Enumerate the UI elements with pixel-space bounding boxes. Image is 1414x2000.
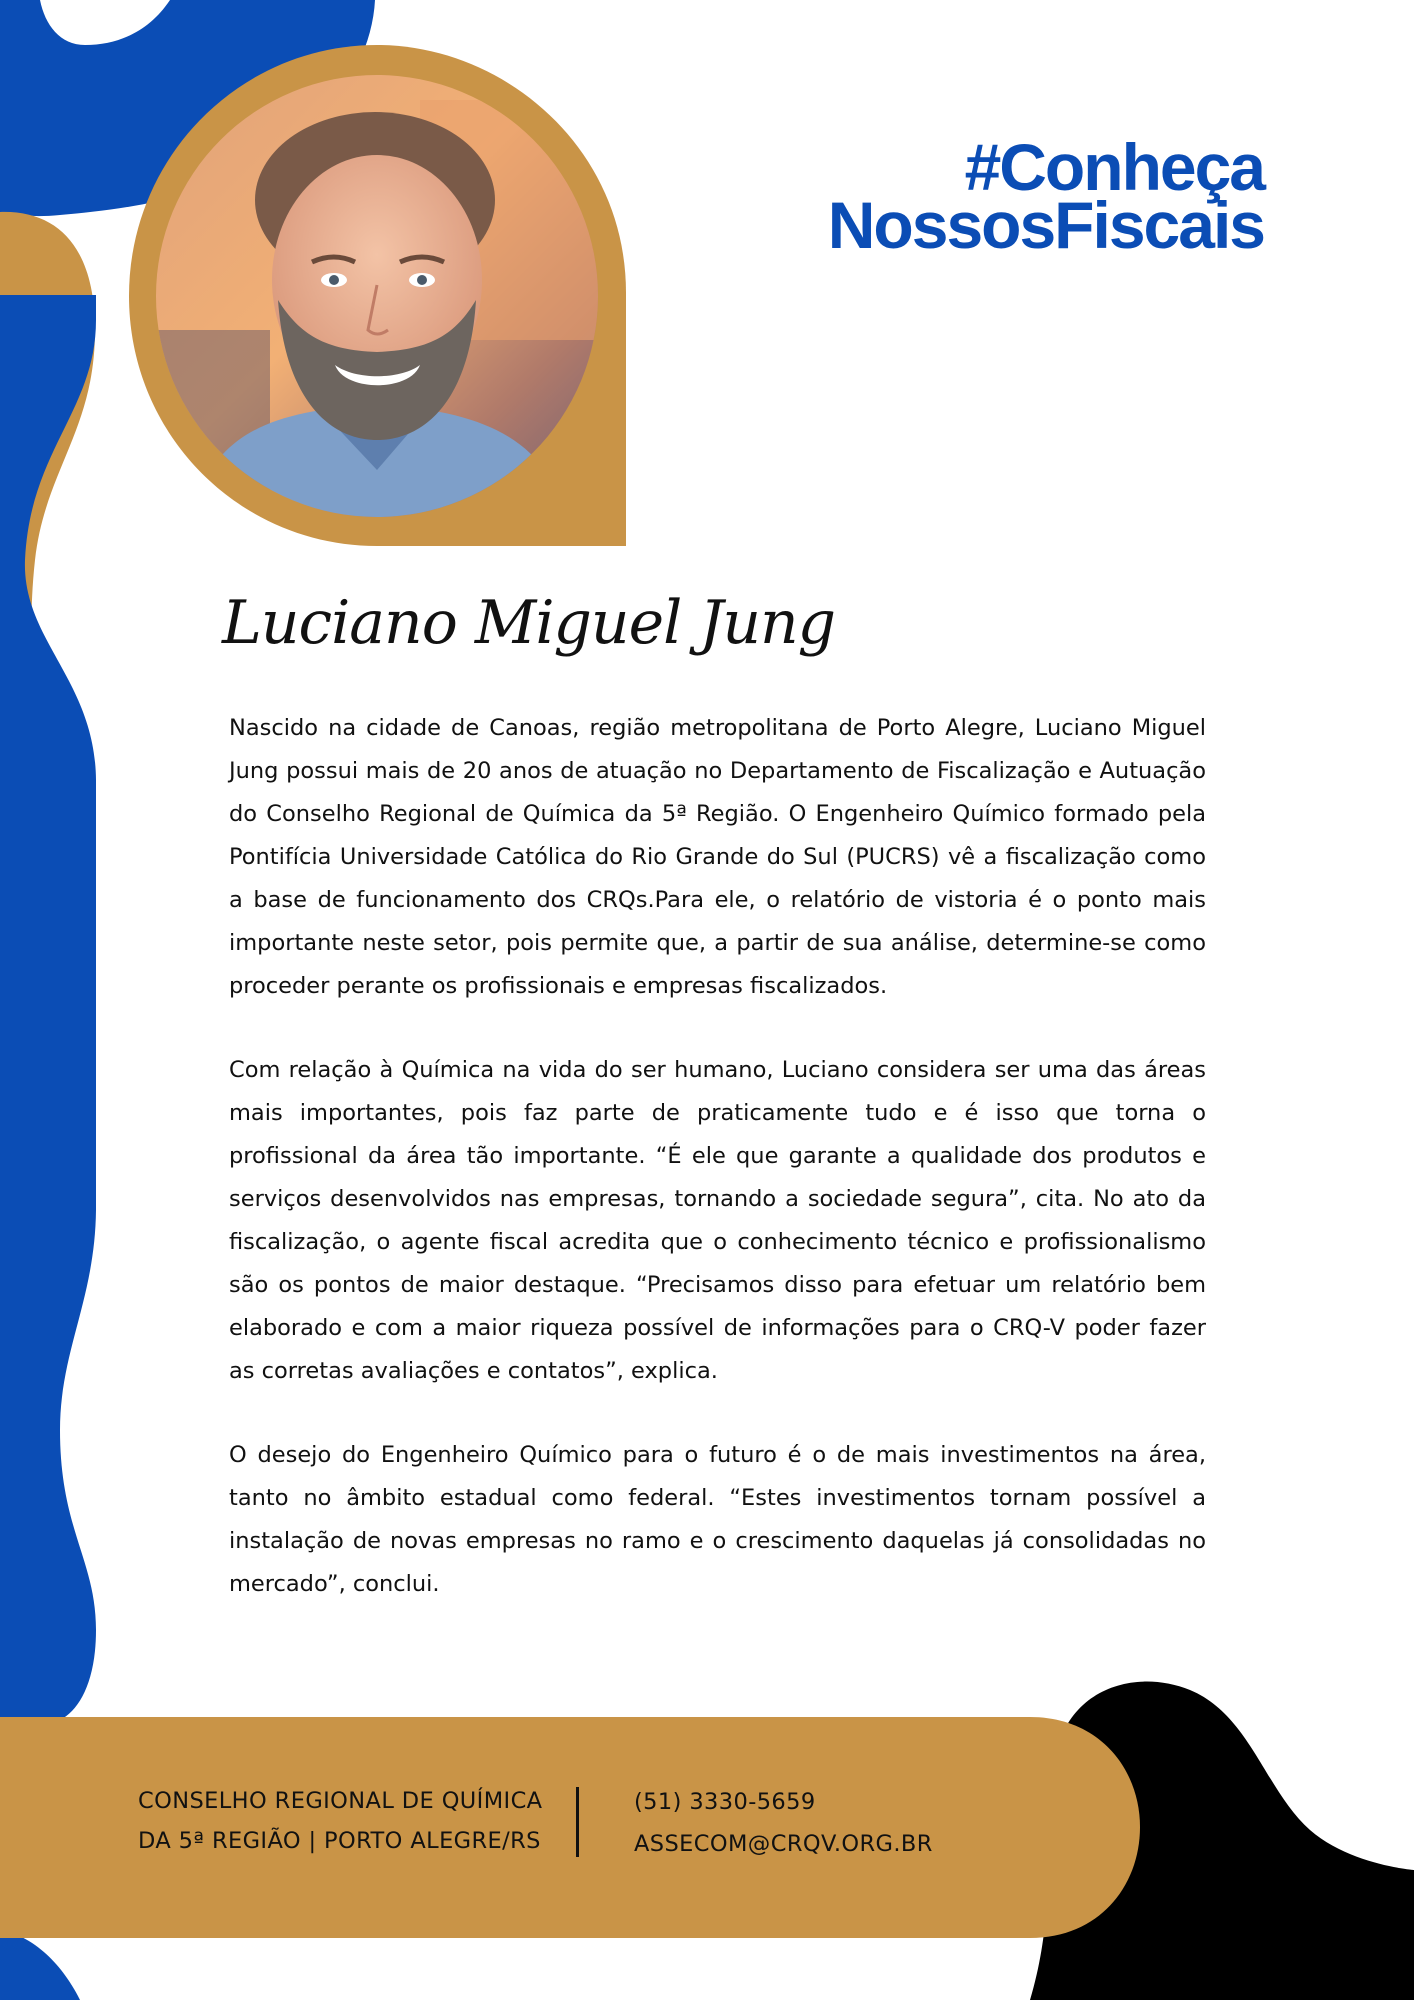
article-body bbox=[229, 707, 1206, 1647]
footer-contact bbox=[634, 1781, 933, 1865]
bottom-left-blue-corner bbox=[0, 1930, 80, 2000]
email-address: ASSECOM@CRQV.ORG.BR bbox=[634, 1831, 933, 1857]
hashtag-title bbox=[827, 130, 1264, 262]
paragraph-1: Nascido na cidade de Canoas, região metropolitana de Porto Alegre, Luciano Miguel Jung possui mais de 20 anos de atuação no Departamento de Fiscalização e Autuação do Conselho Regional de Química da 5ª Região. O Engenheiro Químico formado pela Pontifícia Universidade Católica do Rio Grande do Sul (PUCRS) vê a fiscalização como a base de funcionamento dos CRQs.Para ele, o relatório de vistoria é o ponto mais importante neste setor, pois permite que, a partir de sua análise, determine-se como proceder perante os profissionais e empresas fiscalizados. bbox=[229, 715, 1206, 999]
footer-divider bbox=[576, 1787, 579, 1857]
org-line-2: DA 5ª REGIÃO | PORTO ALEGRE/RS bbox=[138, 1828, 541, 1854]
person-name: Luciano Miguel Jung bbox=[222, 588, 836, 658]
paragraph-3: O desejo do Engenheiro Químico para o futuro é o de mais investimentos na área, tanto no âmbito estadual como federal. “Estes investimentos tornam possível a instalação de novas empresas no ramo e o crescimento daquelas já consolidadas no mercado”, conclui. bbox=[229, 1442, 1206, 1597]
hashtag-line-2: NossosFiscais bbox=[827, 188, 1264, 262]
phone-number: (51) 3330-5659 bbox=[634, 1789, 816, 1815]
footer-organization bbox=[138, 1781, 542, 1861]
paragraph-2: Com relação à Química na vida do ser humano, Luciano considera ser uma das áreas mais importantes, pois faz parte de praticamente tudo e é isso que torna o profissional da área tão importante. “É ele que garante a qualidade dos produtos e serviços desenvolvidos nas empresas, tornando a sociedade segura”, cita. No ato da fiscalização, o agente fiscal acredita que o conhecimento técnico e profissionalismo são os pontos de maior destaque. “Precisamos disso para efetuar um relatório bem elaborado e com a maior riqueza possível de informações para o CRQ-V poder fazer as corretas avaliações e contatos”, explica. bbox=[229, 1057, 1206, 1384]
left-blue-wave bbox=[0, 295, 96, 1720]
hashtag-line-1: #Conheça bbox=[964, 130, 1264, 204]
org-line-1: CONSELHO REGIONAL DE QUÍMICA bbox=[138, 1788, 543, 1814]
